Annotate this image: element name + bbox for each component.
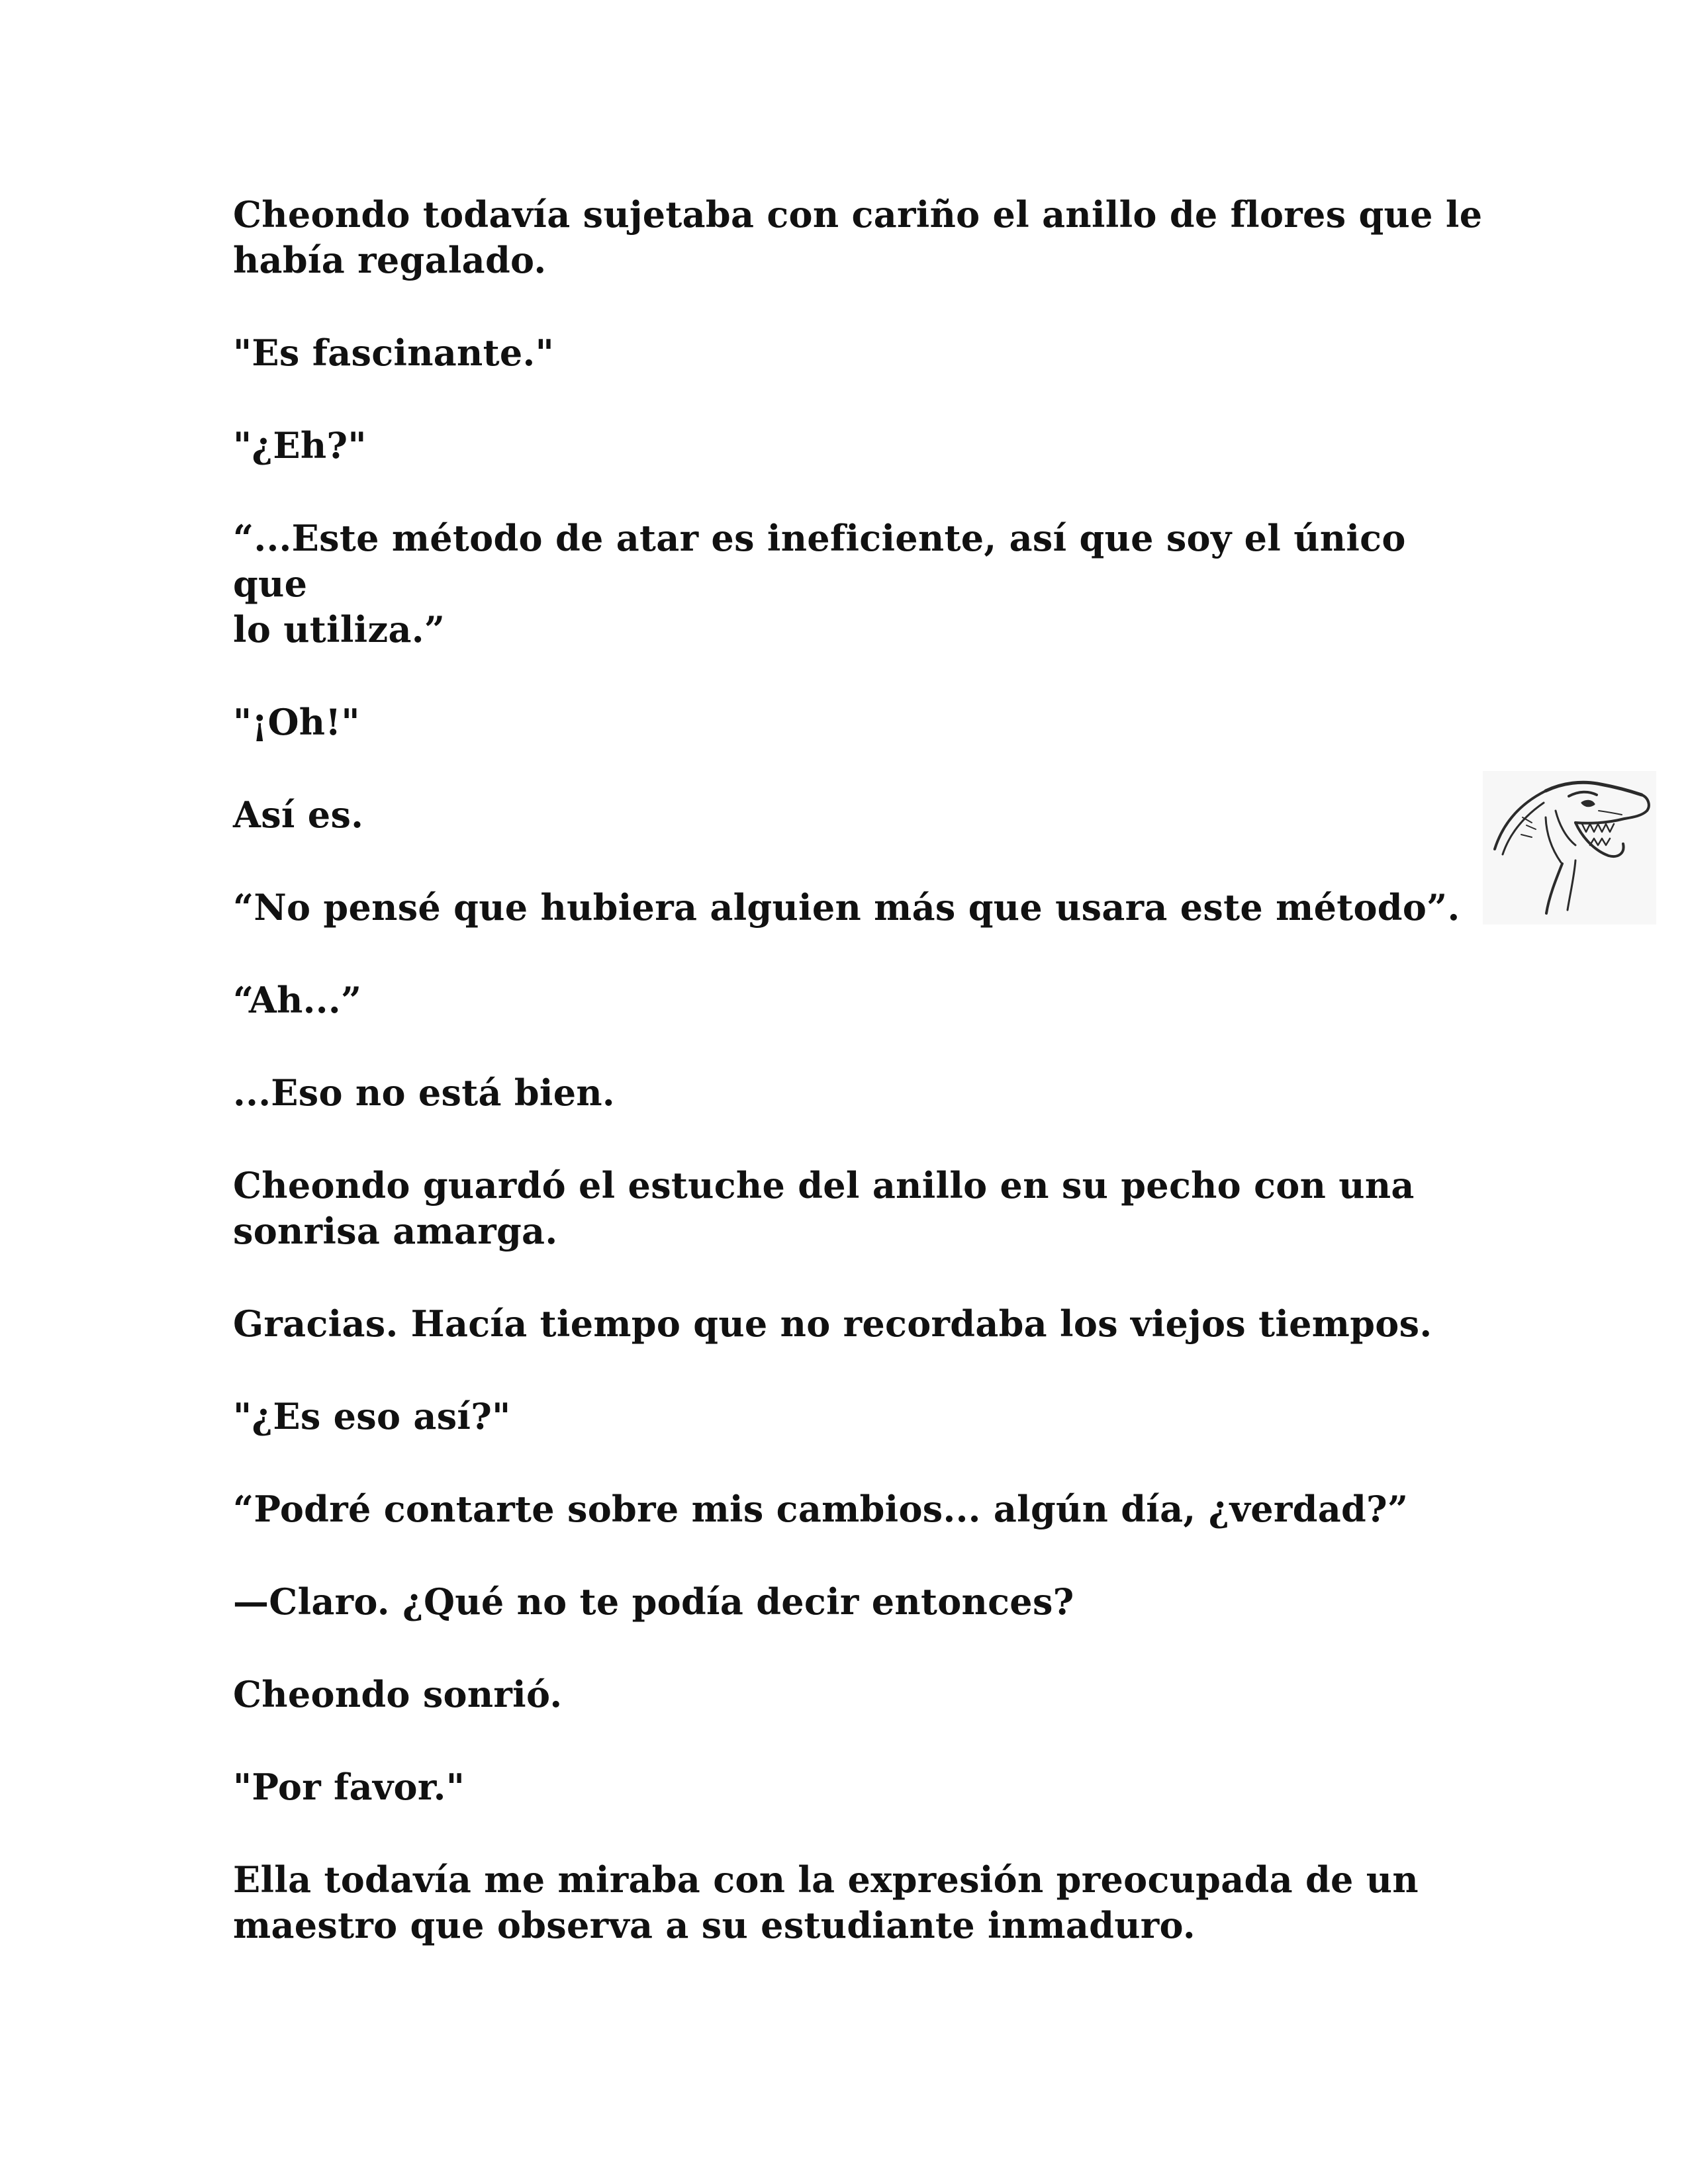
paragraph: Ella todavía me miraba con la expresión preocupada de un maestro que observa a su estudiante inmaduro. [233, 1858, 1419, 1946]
paragraph: —Claro. ¿Qué no te podía decir entonces? [233, 1580, 1074, 1623]
paragraph: Cheondo sonrió. [233, 1673, 563, 1715]
paragraph: "¿Eh?" [233, 424, 367, 467]
paragraph: “Podré contarte sobre mis cambios... algún día, ¿verdad?” [233, 1488, 1409, 1530]
paragraph: "Es fascinante." [233, 332, 555, 374]
paragraph: "Por favor." [233, 1766, 465, 1808]
paragraph: Cheondo todavía sujetaba con cariño el anillo de flores que le había regalado. [233, 193, 1483, 281]
paragraph: "¡Oh!" [233, 701, 360, 743]
paragraph: "¿Es eso así?" [233, 1395, 511, 1437]
paragraph: ...Eso no está bien. [233, 1071, 616, 1114]
paragraph: “No pensé que hubiera alguien más que usara este método”. [233, 886, 1460, 929]
body-text [233, 192, 1491, 1995]
paragraph: “Ah...” [233, 979, 362, 1021]
paragraph: Cheondo guardó el estuche del anillo en su pecho con una sonrisa amarga. [233, 1164, 1415, 1252]
paragraph: “...Este método de atar es ineficiente, así que soy el único que lo utiliza.” [233, 517, 1406, 651]
paragraph: Así es. [233, 794, 364, 836]
paragraph: Gracias. Hacía tiempo que no recordaba los viejos tiempos. [233, 1302, 1432, 1345]
dinosaur-head-icon [1483, 771, 1656, 925]
